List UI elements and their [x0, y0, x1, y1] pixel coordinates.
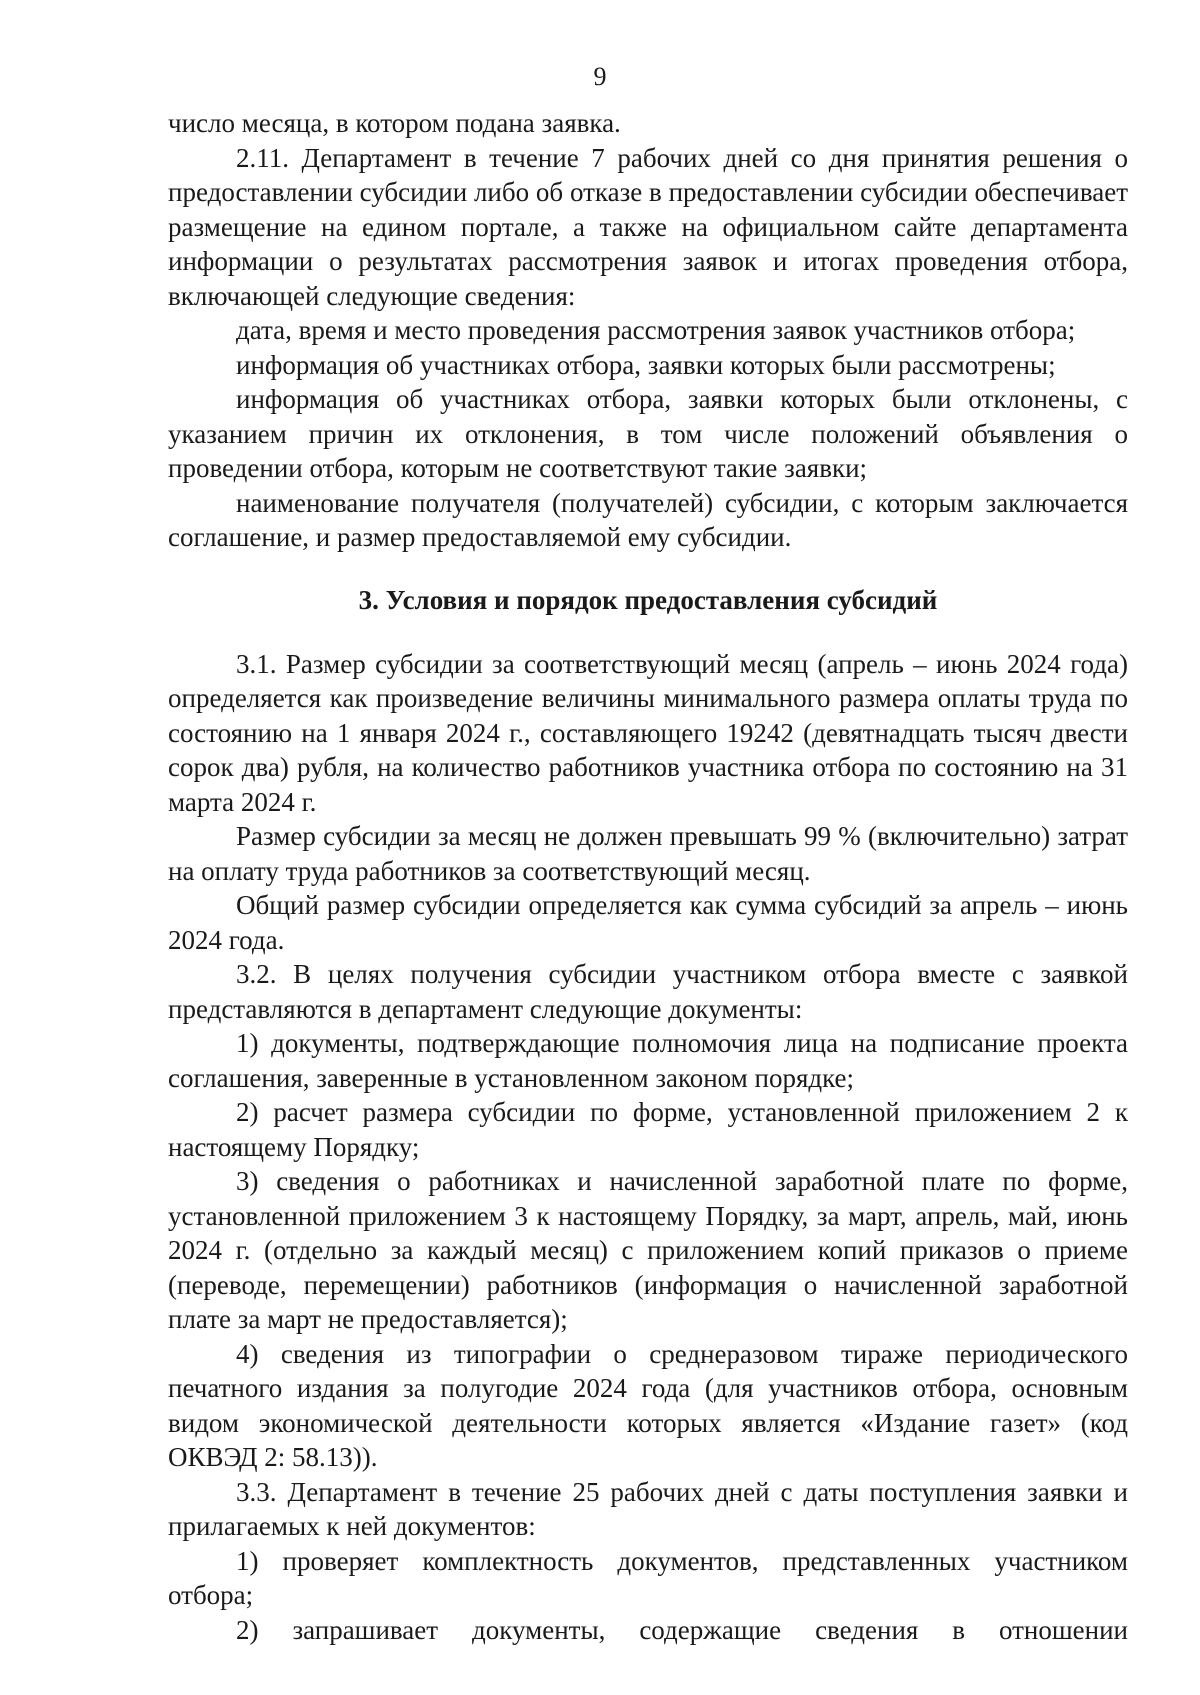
paragraph-p7: Размер субсидии за месяц не должен превышать 99 % (включительно) затрат на оплату труда работников за соответствующий месяц.	[168, 821, 1128, 886]
paragraph-p15: 1) проверяет комплектность документов, представленных участником отбора;	[168, 1545, 1128, 1610]
document-body	[168, 106, 1128, 1647]
paragraph-p9: 3.2. В целях получения субсидии участником отбора вместе с заявкой представляются в департамент следующие документы:	[168, 959, 1128, 1024]
paragraph-p8: Общий размер субсидии определяется как сумма субсидий за апрель – июнь 2024 года.	[168, 890, 1128, 955]
paragraph-p16: 2) запрашивает документы, содержащие сведения в отношении	[236, 1614, 1128, 1645]
paragraph-p1: 2.11. Департамент в течение 7 рабочих дней со дня принятия решения о предоставлении субсидии либо об отказе в предоставлении субсидии обеспечивает размещение на едином портале, а также на официальном сайте департамента информации о результатах рассмотрения заявок и итогах проведения отбора, включающей следующие сведения:	[168, 142, 1128, 311]
paragraph-p6: 3.1. Размер субсидии за соответствующий месяц (апрель – июнь 2024 года) определяется как произведение величины минимального размера оплаты труда по состоянию на 1 января 2024 г., составляющего 19242 (девятнадцать тысяч двести сорок два) рубля, на количество работников участника отбора по состоянию на 31 марта 2024 г.	[168, 648, 1128, 817]
paragraph-p2: дата, время и место проведения рассмотрения заявок участников отбора;	[236, 315, 1076, 345]
paragraph-p10: 1) документы, подтверждающие полномочия лица на подписание проекта соглашения, заверенные в установленном законом порядке;	[168, 1028, 1128, 1093]
paragraphs-section-3	[168, 647, 1128, 1648]
section-heading: 3. Условия и порядок предоставления субсидий	[358, 584, 938, 615]
paragraph-p0: число месяца, в котором подана заявка.	[168, 108, 621, 138]
paragraph-p4: информация об участниках отбора, заявки которых были отклонены, с указанием причин их отклонения, в том числе положений объявления о проведении отбора, которым не соответствуют такие заявки;	[168, 384, 1128, 483]
paragraphs-section-2	[168, 106, 1128, 555]
paragraph-p3: информация об участниках отбора, заявки которых были рассмотрены;	[236, 349, 1056, 380]
paragraph-p13: 4) сведения из типографии о среднеразовом тираже периодического печатного издания за полугодие 2024 года (для участников отбора, основным видом экономической деятельности которых является «Издание газет» (код ОКВЭД 2: 58.13)).	[168, 1338, 1128, 1472]
paragraph-p14: 3.3. Департамент в течение 25 рабочих дней с даты поступления заявки и прилагаемых к ней документов:	[168, 1476, 1128, 1541]
paragraph-p12: 3) сведения о работниках и начисленной заработной плате по форме, установленной приложением 3 к настоящему Порядку, за март, апрель, май, июнь 2024 г. (отдельно за каждый месяц) с приложением копий приказов о приеме (переводе, перемещении) работников (информация о начисленной заработной плате за март не предоставляется);	[168, 1166, 1128, 1334]
page-number: 9	[593, 62, 607, 91]
paragraph-p11: 2) расчет размера субсидии по форме, установленной приложением 2 к настоящему Порядку;	[168, 1097, 1128, 1162]
paragraph-p5: наименование получателя (получателей) субсидии, с которым заключается соглашение, и размер предоставляемой ему субсидии.	[168, 487, 1128, 552]
